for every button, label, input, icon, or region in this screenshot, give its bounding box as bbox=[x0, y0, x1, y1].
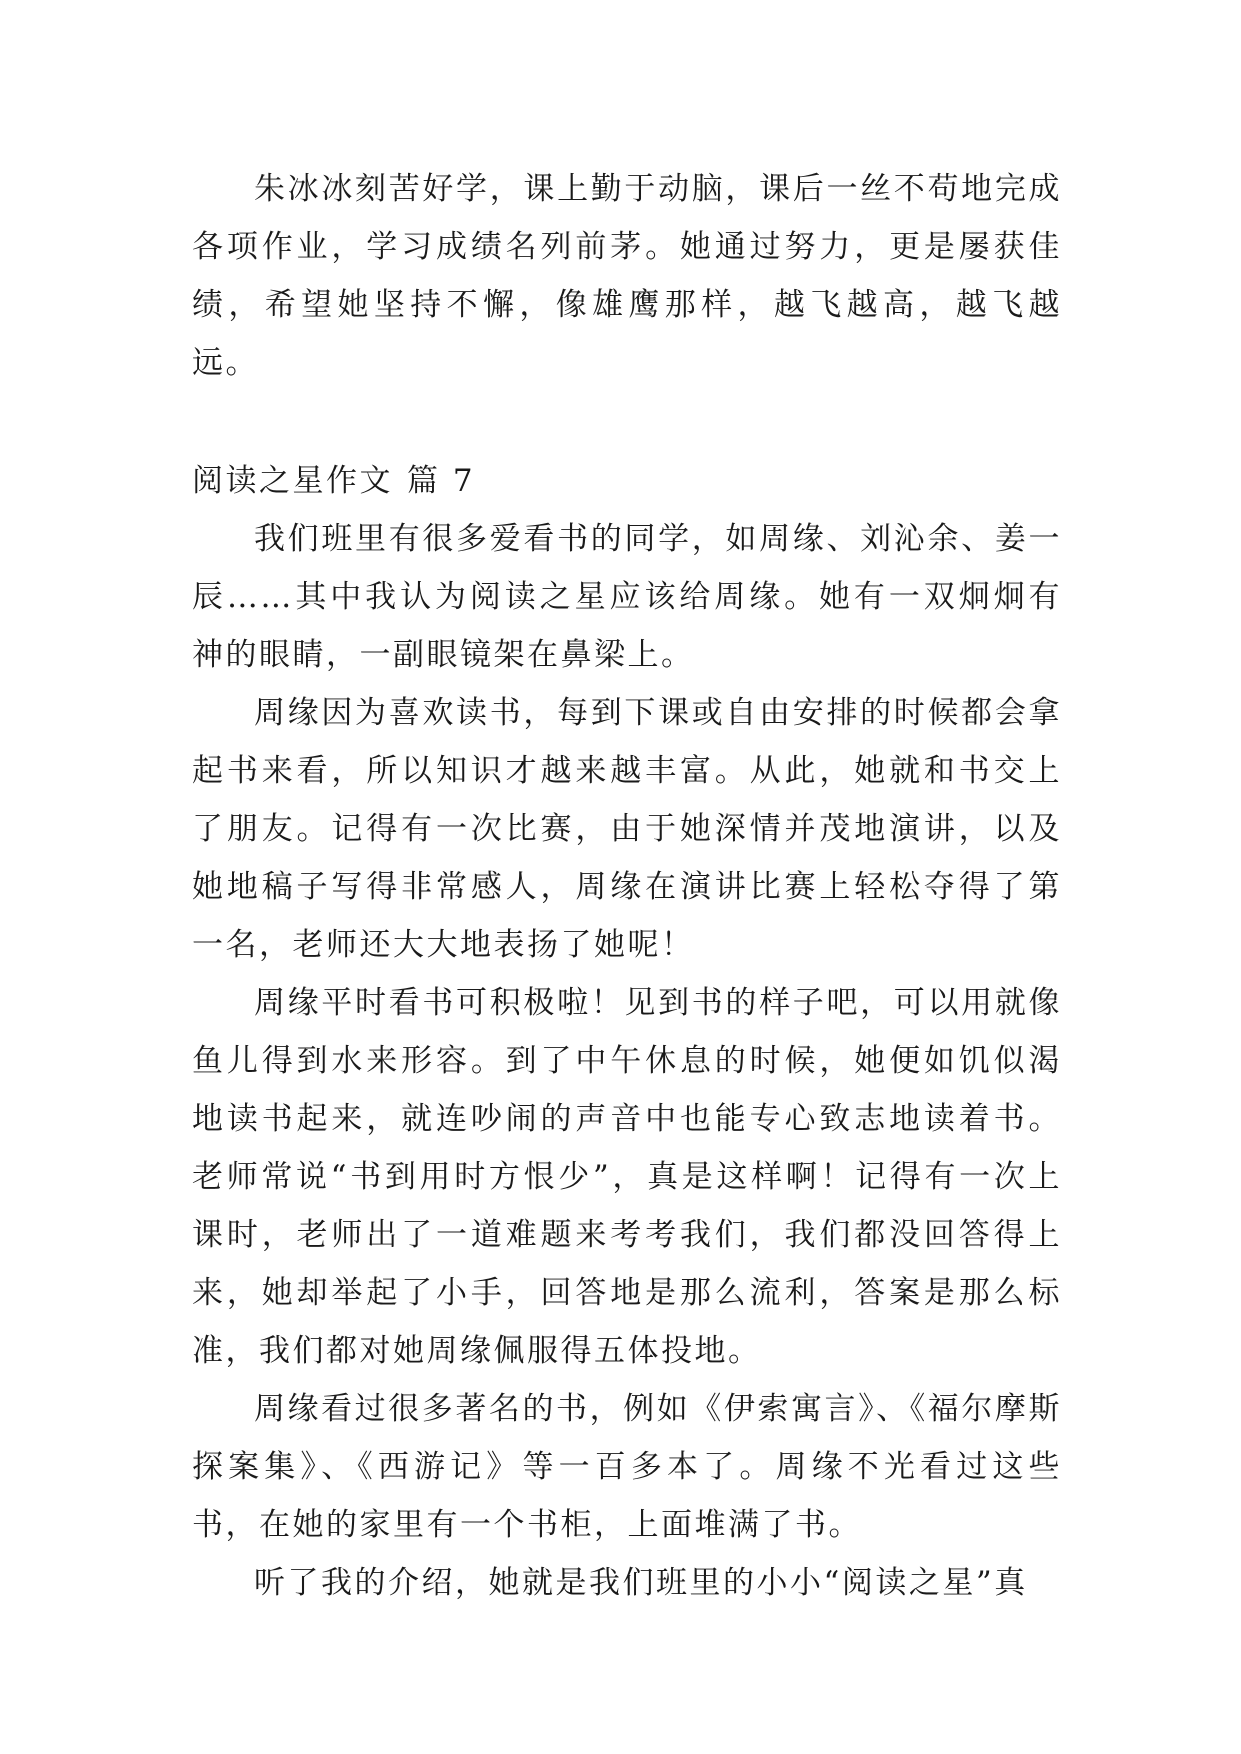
section-number: 篇 7 bbox=[407, 463, 476, 499]
section-heading bbox=[192, 452, 1062, 510]
intro-paragraph: 朱冰冰刻苦好学，课上勤于动脑，课后一丝不苟地完成各项作业，学习成绩名列前茅。她通过努力，更是屡获佳绩，希望她坚持不懈，像雄鹰那样，越飞越高，越飞越远。 bbox=[192, 171, 1062, 381]
document-body bbox=[192, 160, 1062, 1612]
paragraph-2: 周缘因为喜欢读书，每到下课或自由安排的时候都会拿起书来看，所以知识才越来越丰富。从此，她就和书交上了朋友。记得有一次比赛，由于她深情并茂地演讲，以及她地稿子写得非常感人，周缘在演讲比赛上轻松夺得了第一名，老师还大大地表扬了她呢！ bbox=[192, 695, 1062, 963]
paragraph-4: 周缘看过很多著名的书，例如《伊索寓言》、《福尔摩斯探案集》、《西游记》等一百多本了。周缘不光看过这些书，在她的家里有一个书柜，上面堆满了书。 bbox=[192, 1391, 1062, 1543]
section-title: 阅读之星作文 bbox=[192, 463, 393, 499]
paragraph-1: 我们班里有很多爱看书的同学，如周缘、刘沁余、姜一辰……其中我认为阅读之星应该给周缘。她有一双炯炯有神的眼睛，一副眼镜架在鼻梁上。 bbox=[192, 521, 1062, 673]
section-spacer bbox=[192, 392, 1062, 452]
paragraph-3: 周缘平时看书可积极啦！见到书的样子吧，可以用就像鱼儿得到水来形容。到了中午休息的时候，她便如饥似渴地读书起来，就连吵闹的声音中也能专心致志地读着书。老师常说“书到用时方恨少”，真是这样啊！记得有一次上课时，老师出了一道难题来考考我们，我们都没回答得上来，她却举起了小手，回答地是那么流利，答案是那么标准，我们都对她周缘佩服得五体投地。 bbox=[192, 985, 1062, 1369]
paragraph-5: 听了我的介绍，她就是我们班里的小小“阅读之星”真 bbox=[254, 1565, 1028, 1601]
